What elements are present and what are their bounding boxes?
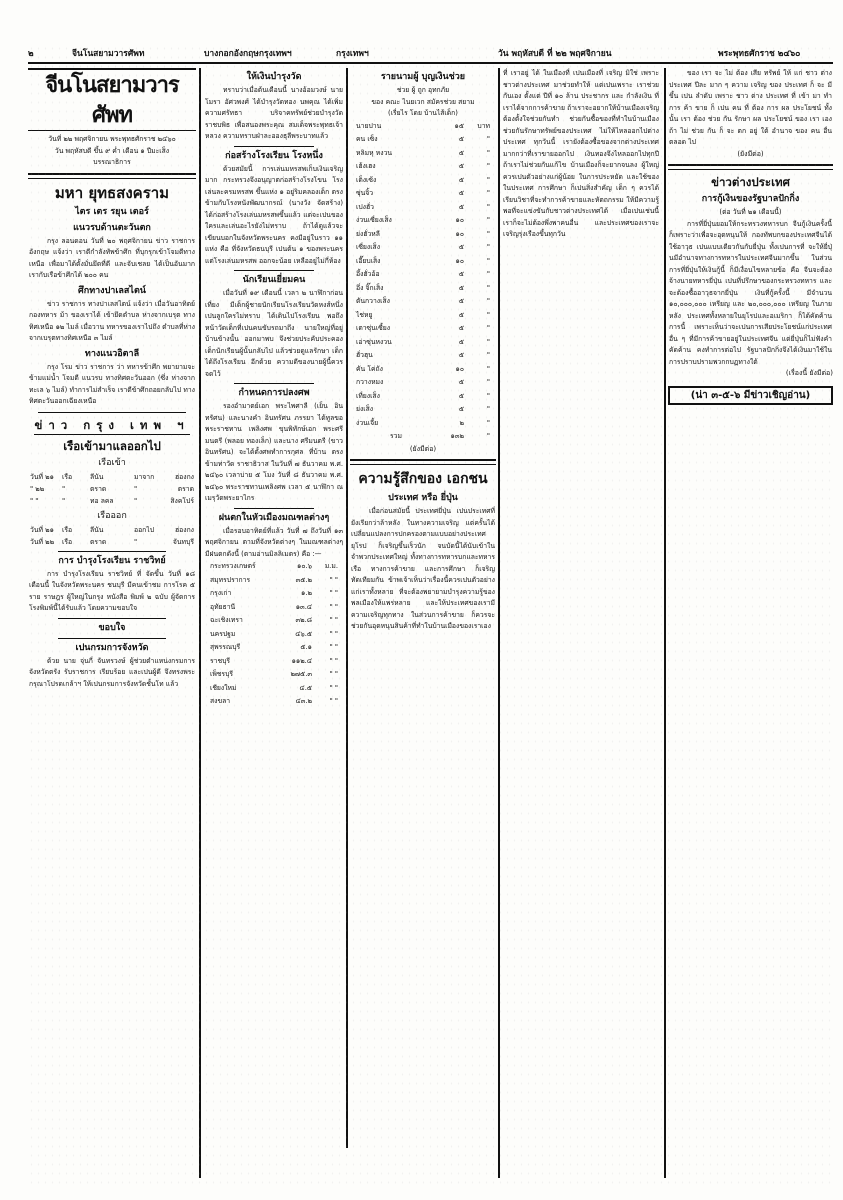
- ship-row: วันที่ ๒๑ เรือ ลีนัน ออกไป ฮ่องกง: [30, 525, 194, 534]
- foreign-title: การกู้เงินของรัฐบาลปักกิ่ง: [701, 194, 800, 204]
- war-byline: ไตร เตร รยุน เตอร์: [75, 206, 149, 217]
- donor-row: เปงฮั่ว ๕ ": [356, 202, 490, 211]
- italy-title: ทางแนวอิตาลี: [84, 348, 140, 359]
- rainfall-row: ฉะเชิงเทรา ๓๒.๘ " ": [210, 616, 338, 624]
- continued-note: (ยังมีต่อ): [409, 444, 437, 453]
- ships-out-title: เรือออก: [97, 510, 127, 521]
- school-build-title: ก่อสร้างโรงเรียน โรงหนึ่ง: [225, 150, 323, 161]
- donors-subtitle: ช่วย ผู้ ถูก อุทกภัย: [396, 86, 450, 94]
- rainfall-row: สงขลา ๔๓.๒ " ": [210, 697, 338, 705]
- ship-row: " ๒๒ " ตราด " ตราด: [30, 484, 194, 493]
- donor-row: เอ่าซุ่นหงวน ๕ ": [356, 337, 490, 346]
- donor-row: เอี๊ยบเส็ง ๑๐ ": [356, 256, 490, 265]
- west-front-text: กรุง ลอนดอน วันที่ ๒๐ พฤศจิกายน ข่าว ราชการ อังกฤษ แจ้งว่า เราตีกำลังทัพข้าศึก ที่บุกรุกเข้าโจมตีทางเหนือ เพื่อมาได้ตั้งมั่นยึดที่ดี และจับเชลย ได้เป็นอันมาก เรากับเรือข้าศึกได้ ๒๐๐ คน: [29, 236, 195, 279]
- donor-row: ไช่หยู ๕ ": [356, 310, 490, 319]
- rainfall-row: สมุทรปราการ ๓๕.๒ " ": [210, 575, 338, 584]
- donor-row: อึ่ง จิ๊กเส็ง ๕ ": [356, 283, 490, 292]
- page-number: ๒: [28, 49, 34, 59]
- rainfall-table: [204, 560, 344, 709]
- ship-row: วันที่ ๒๒ เรือ ตราด " จันทบุรี: [30, 537, 194, 546]
- divider: [58, 551, 166, 552]
- donation-text: ทราบว่าเมื่อต้นเดือนนี้ นางอ้อมวงษ์ นายโมรา อัศวพงศ์ ได้บำรุงวัดทอง นพคุณ ได้เพิ่ม ความศรัทธา บริจาคทรัพย์ช่วยบำรุงวัด ราชบพิธ เพื่อสนองพระคุณ สมเด็จพระพุทธเจ้าหลวง ความทราบฝ่าละอองธุลีพระบาทแล้ว: [205, 86, 343, 140]
- rainfall-row: นครปฐม ๔๖.๕ " ": [210, 629, 338, 638]
- column-3: [350, 68, 496, 1184]
- donors-list: [350, 120, 496, 444]
- donors-subtitle: ของ คณะ ไนยเวก สมัครช่วย สยาม: [371, 97, 475, 106]
- divider: [58, 638, 166, 639]
- donors-title: รายนามผู้ บุญเงินช่วย: [380, 72, 466, 82]
- rainfall-intro: เมื่อรอบอาทิตย์ที่แล้ว วันที่ ๗ ถึงวันที่ ๑๓ พฤศจิกายน ตามที่จังหวัดต่างๆ ในมณฑลต่างๆ มีฝนตกดังนี้ (ตามอ่านมิลลิเมตร) คือ :—: [205, 526, 343, 558]
- header-divider: [28, 62, 833, 64]
- rainfall-row: กระทรวงเกษตร์ ๑๐.๖ ม.ม.: [210, 562, 338, 570]
- issue-year: พระพุทธศักราช ๒๔๖๐: [718, 49, 801, 59]
- donor-row: ง่วนเจี้ย ๒ ": [356, 418, 490, 427]
- war-headline: มหา ยุทธสงคราม: [54, 183, 170, 202]
- donor-row: ย่งฮั่วหลี ๑๐ ": [356, 229, 490, 238]
- divider: [668, 164, 833, 170]
- newspaper-page: [28, 44, 833, 1184]
- divider: [28, 173, 196, 179]
- column-5: [668, 68, 833, 1184]
- column-divider: [199, 68, 201, 1178]
- divider: [234, 270, 314, 271]
- foreign-subtitle: (ต่อ วันที่ ๒๑ เดือนนี้): [719, 208, 782, 216]
- donor-total-row: รวม ๑๓๒ ": [390, 432, 490, 440]
- rainfall-row: ราชบุรี ๑๑๒.๔ " ": [210, 656, 338, 665]
- seminary-text: การ บำรุงโรงเรียน ราชวิทย์ ที่ จัดขึ้น วันที่ ๑๘ เดือนนี้ ในจังหวัดพระนคร ชนบุรี มีคนเข้าชม การโรค ๕ ราย ราษฎร ผู้ใหญ่ในกรุง หนังสือ พิมพ์ ๒ ฉบับ ผู้จัดการโรงพิมพ์นี้ได้รับแล้ว โดยความขอบใจ: [29, 569, 195, 612]
- seminary-title: การ บำรุงโรงเรียน ราชวิทย์: [58, 555, 166, 566]
- students-title: นักเรียนเยี่ยมคน: [242, 275, 306, 285]
- donors-subtitle: (เรี่ยไร โดย บ้านไส้เด็ก): [388, 109, 458, 117]
- funeral-title: กำหนดการปลงศพ: [238, 388, 310, 398]
- donor-row: คัน โค่ถัง ๑๐ ": [356, 364, 490, 373]
- rainfall-title: ฝนตกในหัวเมืองมณฑลต่างๆ: [218, 512, 330, 523]
- rainfall-row: เชียงใหม่ ๔.๕ " ": [210, 683, 338, 692]
- school-build-text: ด้วยสมัยนี้ การเล่นมหรสพเก็บเงินเจริญมาก กระทรวงจึงอนุญาตก่อสร้างโรงโขน โรงเล่นละครมหรสพ ขึ้นแห่ง ๑ อยู่ริมคลองเด็ก ตรงข้ามกับโรงหนังพัฒนากรณ์ (นางวัง จัดสร้าง) ได้ก่อสร้างโรงเล่นมหรสพขึ้นแล้ว แต่จะเปนของใครและเล่นอะไรยังไม่ทราบ ถ้าได้ดูแล้วจะเขียนบอกในจังหวัดพระนคร คงมีอยู่ในราว ๑๑ แห่ง คือ ที่จังหวัดธนบุรี เปนต้น ๑ ของพระนคร แต่โรงเล่นมหรสพ ออกจะน้อย เหลืออยู่ไม่กี่ห้อง: [205, 164, 343, 265]
- column-1: [28, 68, 196, 1184]
- column-divider: [498, 68, 500, 1178]
- west-front-title: แนวรบด้านตะวันตก: [73, 222, 151, 233]
- donor-row: เซี่ยงเส็ง ๕ ": [356, 243, 490, 251]
- section-name: จีนโนสยามวารศัพท: [72, 49, 145, 59]
- thanks-title: ขอบใจ: [98, 622, 126, 633]
- donor-row: ย่งเส็ง ๕ ": [356, 405, 490, 413]
- donor-row: เที่ยงเส็ง ๕ ": [356, 391, 490, 400]
- palestine-text: ข่าว ราชการ ทางปาเลสไตน์ แจ้งว่า เมื่อวันอาทิตย์ กองทหาร ม้า ของเราได้ เข้ายึดตำบล ห่างจากเบรุต ทางทิศเหนือ ๑๒ ไมล์ เมื่อวาน ทหารของเราไปถึง ตำบลที่ห่างจากเบรุตทางทิศเหนือ ๓ ไมล์: [29, 299, 195, 342]
- divider: [350, 459, 496, 465]
- donor-row: ง่วนเซี่ยงเส็ง ๑๐ ": [356, 216, 490, 224]
- opinion-continued-text: ที่ เราอยู่ ได้ ในเมืองที่ เปนเมืองที่ เจริญ มิใช่ เพราะ ชาวต่างประเทศ มาช่วยทำให้ แต่เปนเพราะ เราช่วยกันเอง ตั้งแต่ ปีที่ ๑๐ ล้าน ประชากร และ กำลังเงิน ที่เราได้จากการค้าขาย ถ้าเราจะอยากให้บ้านเมืองเจริญ ต้องตั้งใจช่วยกันทำ ช่วยกันซื้อของที่ทำในบ้านเมือง ช่วยกันรักษาทรัพย์ของประเทศ ไม่ให้ไหลออกไปต่างประเทศ ทุกวันนี้ เรายังต้องซื้อของจากต่างประเทศ มากกว่าที่เราขายออกไป เงินทองจึงไหลออกไปทุกปี ถ้าเราไม่ช่วยกันแก้ไข บ้านเมืองก็จะยากจนลง ผู้ใหญ่ควรเปนตัวอย่างแก่ผู้น้อย ในการประหยัด และใช้ของในประเทศ การศึกษา ก็เปนสิ่งสำคัญ เด็ก ๆ ควรได้เรียนวิชาที่จะทำการค้าขายและหัตถกรรม ให้มีความรู้พอที่จะแข่งขันกับชาวต่างประเทศได้ เมื่อเปนเช่นนี้ เราก็จะไม่ต้องพึ่งพาคนอื่น และประเทศของเราจะเจริญรุ่งเรืองขึ้นทุกวัน: [503, 69, 659, 238]
- continued-note: (ยังมีต่อ): [737, 149, 764, 158]
- donor-row: ฮั่วฮุน ๕ ": [356, 351, 490, 359]
- opinion-end-text: ของ เรา จะ ไม่ ต้อง เสีย ทรัพย์ ให้ แก่ ชาว ต่าง ประเทศ ปีละ มาก ๆ ความ เจริญ ของ ประเทศ ก็ จะ มี ขึ้น เปน ลำดับ เพราะ ชาว ต่าง ประเทศ ที่ เข้า มา ทำ การ ค้า ขาย ก็ เปน คน ที่ ต้อง การ ผล ประโยชน์ ทั้ง นั้น เรา ต้อง ช่วย กัน รักษา ผล ประโยชน์ ของ เรา เอง ถ้า ไม่ ช่วย กัน ก็ จะ ตก อยู่ ใต้ อำนาจ ของ คน อื่น ตลอด ไป: [669, 69, 832, 146]
- column-divider: [346, 68, 348, 1148]
- opinion-text: เมื่อก่อนสมัยนี้ ประเทศยี่ปุ่น เปนประเทศที่ยังเรียกว่าล้าหลัง ในทางความเจริญ แต่ครั้นได้เปลี่ยนแปลงการปกครองตามแบบอย่างประเทศยุโรป ก็เจริญขึ้นเร็วนัก จนบัดนี้ได้นับเข้าในจำพวกประเทศใหญ่ ทั้งทางการทหารบกและทหารเรือ ทางการค้าขาย และการศึกษา ก็เจริญทัดเทียมกัน ข้าพเจ้าเห็นว่าเรื่องนี้ควรเปนตัวอย่างแก่เราทั้งหลาย ที่จะต้องพยายามบำรุงความรู้ของพลเมืองให้แพร่หลาย และให้ประเทศของเรามีความเจริญทุกทาง ในส่วนการค้าขาย ก็ควรจะช่วยกันอุดหนุนสินค้าที่ทำในบ้านเมืองของเราเอง: [351, 507, 495, 630]
- donation-title: ให้เงินบำรุงวัด: [246, 72, 302, 82]
- students-text: เมื่อวันที่ ๑๙ เดือนนี้ เวลา ๒ นาฬิกาก่อนเที่ยง มีเด็กผู้ชายนักเรียนโรงเรียนวัดหงส์หนึ่ง เปนลูกใครไม่ทราบ ได้เดินไปโรงเรียน พอถึงหน้าวัดเด็กที่เปนคนขับรถมาถึง นายใหญ่ที่อยู่บ้านข้างนั้น ออกมาพบ จึงช่วยประคับประคองเด็กนักเรียนผู้นั้นกลับไป แล้วช่วยดูแลรักษา เด็กได้ถึงโรงเรียน อีกด้วย ความดีของนายผู้นี้ควรจดไว้: [205, 289, 343, 378]
- funeral-text: รองอำมาตย์เอก พระไพศาลี (เย็น อินทรัศน) และนางคำ อินทรัศน ภรรยา ได้ทูลขอพระราชทาน เพลิงศพ ขุนพิทักษ์เอก พระศรีมนตรี (พลอย ทองเล็ก) และนาง ศรีมนตรี (ขาว อินทรัศน) จะได้ตั้งศพทำการกุศล ที่บ้าน ตรงข้ามท่าวัด ราชาธิวาส ในวันที่ ๗ ธันวาคม พ.ศ. ๒๔๖๐ เวลาบ่าย ๕ โมง วันที่ ๘ ธันวาคม พ.ศ. ๒๔๖๐ พระราชทานเพลิงศพ เวลา ๕ นาฬิกา ณ เมรุวัดพระยาไกร: [205, 402, 343, 502]
- donor-row: นายปาน ๑๕ บาท: [356, 121, 490, 130]
- divider: [234, 383, 314, 384]
- foreign-text: การที่ยี่ปุ่นยอมให้กระทรวงทหารบก จีนกู้เงินครั้งนี้ ก็เพราะว่าเพื่อจะอุดหนุนให้ กองทัพบกของประเทศจีนได้ใช้อาวุธ เปนแบบเดียวกันกับยี่ปุ่น ทั้งเปนการที่ จะให้ยี่ปุ่นมีอำนาจทางการทหารในประเทศจีนมากขึ้น ในส่วนการที่ยี่ปุ่นให้เงินกู้นี้ ก็มีเงื่อนไขหลายข้อ คือ จีนจะต้องจ้างนายทหารยี่ปุ่น เปนที่ปรึกษาของกระทรวงทหาร และจะต้องซื้ออาวุธจากยี่ปุ่น เงินที่กู้ครั้งนี้ มีจำนวน ๑๐,๐๐๐,๐๐๐ เหรียญ และ ๒๐,๐๐๐,๐๐๐ เหรียญ ในภายหลัง ประเทศทั้งหลายในยุโรปและอเมริกา ก็ได้คัดค้านการนี้ เพราะเห็นว่าจะเปนการเสียประโยชน์แก่ประเทศอื่น ๆ ที่มีการค้าขายอยู่ในประเทศจีน แต่ยี่ปุ่นก็ไม่ฟังคำคัดค้าน คงทำการต่อไป รัฐบาลปักกิ่งจึงได้เงินมาใช้ในการปราบปรามพวกกบฏทางใต้: [669, 219, 832, 366]
- foreign-news-banner: ข่าวต่างประเทศ: [711, 175, 790, 189]
- divider: [34, 434, 190, 435]
- rainfall-row: กรุงเก่า ๑.๒ " ": [210, 589, 338, 597]
- masthead: จีนโนสยามวารศัพท: [28, 68, 196, 131]
- official-title: เปนกรมการจังหวัด: [75, 642, 149, 653]
- column-4: [502, 68, 660, 1184]
- continued-note: (เรื่องนี้ ยังมีต่อ): [785, 369, 833, 377]
- italy-text: กรุง โรม ข่าว ราชการ ว่า ทหารข้าศึก พยายามจะข้ามแม่น้ำ โจมตี แนวรบ ทางทิศตะวันออก (ซึ่ง ห่างจาก ทะเล ๖ ไมล์) ทำการไม่สำเร็จ เราตีข้าศึกถอยกลับไป ทางทิศตะวันออกเฉียงเหนือ: [29, 362, 195, 405]
- column-2: [204, 68, 344, 1184]
- divider: [234, 146, 314, 147]
- ships-in-title: เรือเข้า: [98, 457, 126, 468]
- opinion-subtitle: ประเทศ หรือ ยี่ปุ่น: [388, 493, 458, 503]
- donor-row: อึ้งฮั่วอ้อ ๕ ": [356, 270, 490, 278]
- official-text: ด้วย นาย จุ่นกี่ จันทรวงษ์ ผู้ช่วยตำแหน่งกรมการจังหวัดตรัง รับราชการ เรียบร้อย และเปนผู้ดี จึงทรงพระกรุณาโปรดเกล้าฯ ให้เปนกรมการจังหวัดชั้นโท แล้ว: [29, 656, 195, 688]
- ships-title: เรือเข้ามาแลออกไป: [63, 438, 161, 453]
- donor-row: ตันกวางเส็ง ๕ ": [356, 297, 490, 305]
- footer-notice: (น่า ๓-๕-๖ มีข่าวเชิญอ่าน): [668, 386, 833, 406]
- donor-row: หลิมหุ หงวน ๕ ": [356, 148, 490, 157]
- issue-date: วัน พฤหัสบดี ที่ ๒๒ พฤศจิกายน: [498, 49, 612, 59]
- issue-line: วันที่ ๒๒ พฤศจิกายน พระพุทธศักราช ๒๔๖๐: [48, 135, 176, 143]
- column-divider: [664, 68, 666, 1178]
- donor-row: เต็งเซ้ง ๕ ": [356, 175, 490, 184]
- page-header: [28, 44, 833, 60]
- rainfall-row: อุทัยธานี ๑๓.๔ " ": [210, 602, 338, 611]
- local-news-banner: ข่าว กรุง เทพ ฯ: [34, 417, 190, 432]
- city-name: กรุงเทพฯ: [336, 49, 369, 59]
- divider: [58, 618, 166, 619]
- divider: [38, 412, 186, 413]
- donor-row: กวางหมง ๕ ": [356, 378, 490, 386]
- donor-row: เตาซุ่นเซี้ยง ๕ ": [356, 324, 490, 332]
- opinion-headline: ความรู้สึกของ เอกชน: [358, 471, 488, 487]
- rainfall-row: เพ็ชรบุรี ๒๗๕.๓ " ": [210, 670, 338, 678]
- rainfall-row: สุพรรณบุรี ๕.๑ " ": [210, 643, 338, 651]
- donor-row: คน เซ็ง ๕ ": [356, 135, 490, 143]
- donor-row: ซุ่นจิ้ว ๕ ": [356, 189, 490, 197]
- issue-line: วัน พฤหัสบดี ขึ้น ๙ ค่ำ เดือน ๑ ปีมะเส็ง: [54, 146, 170, 155]
- publisher-name: บางกอกอังกฤษกรุงเทพฯ: [204, 49, 292, 59]
- issue-line: บรรณาธิการ: [93, 158, 131, 166]
- palestine-title: ศึกทางปาเลสไตน์: [78, 285, 146, 296]
- ship-row: วันที่ ๒๑ เรือ ลีนัน มาจาก ฮ่องกง: [30, 472, 194, 481]
- ship-row: " " " ทอ ลคล " สิงคโปร์: [30, 496, 194, 505]
- divider: [234, 508, 314, 509]
- donor-row: เฮ้งเฮง ๕ ": [356, 162, 490, 170]
